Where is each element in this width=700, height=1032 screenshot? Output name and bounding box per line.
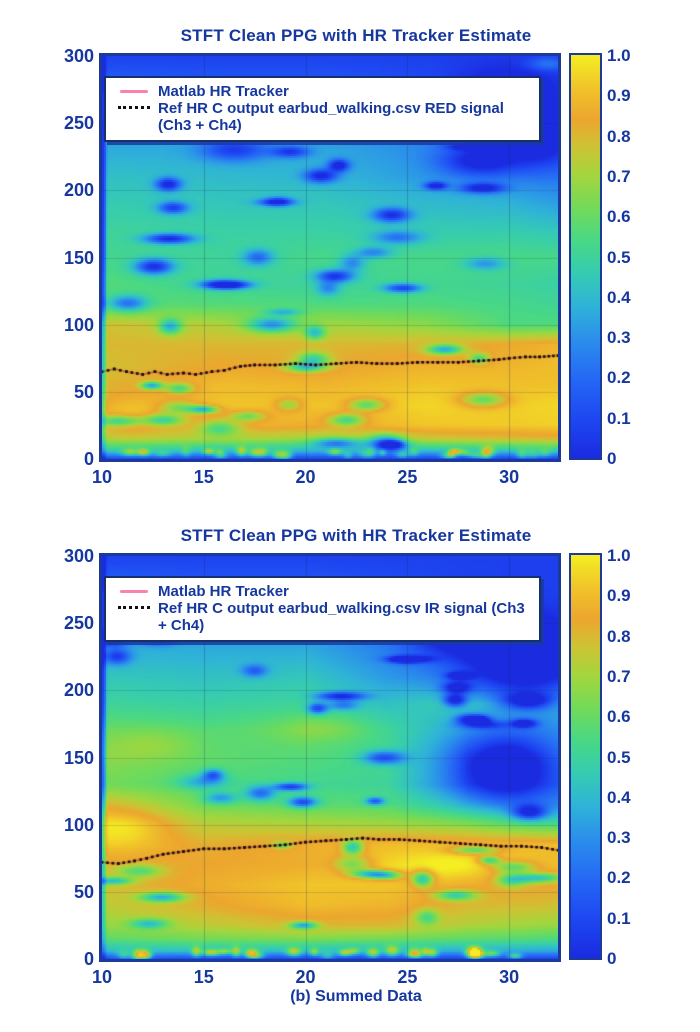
figure-caption: (b) Summed Data [290,988,422,1005]
colorbar-tick-label: 0.9 [607,86,631,106]
y-axis-tick-label: 100 [63,814,94,835]
legend-row [114,600,531,634]
colorbar [569,53,602,460]
colorbar-tick-label: 0.1 [607,408,631,428]
colorbar-tick-label: 0 [607,449,617,468]
y-axis-tick-label: 0 [83,949,94,969]
y-axis-tick-label: 300 [63,546,94,566]
colorbar-tick-label: 0.4 [607,287,631,307]
colorbar-tick-label: 0.5 [607,747,631,767]
y-axis-tick-label: 100 [63,314,94,335]
legend-label-ref-hr: Ref HR C output earbud_walking.csv IR signal (Ch3 + Ch4) [158,600,525,634]
colorbar-tick-label: 0.7 [607,666,631,686]
colorbar-tick-label: 0.3 [607,328,631,348]
figure-red-signal [0,0,700,500]
colorbar-tick-label: 0.2 [607,868,631,888]
colorbar-tick-label: 0.1 [607,908,631,928]
y-axis-tick-label: 0 [83,449,94,469]
y-axis-tick-label: 200 [63,680,94,701]
x-axis-tick-label: 25 [397,467,418,487]
legend-label-matlab-tracker: Matlab HR Tracker [158,83,289,100]
x-axis-tick-label: 15 [193,467,214,487]
colorbar-tick-label: 0.6 [607,707,631,727]
x-axis-tick-label: 10 [91,967,113,987]
y-axis-tick-label: 50 [73,881,94,902]
legend-swatch-cell [114,100,158,117]
colorbar-tick-label: 0.5 [607,247,631,267]
colorbar-tick-label: 0.2 [607,368,631,388]
x-axis-tick-label: 25 [397,967,418,987]
colorbar-tick-label: 0.3 [607,828,631,848]
colorbar-tick-label: 1.0 [607,46,631,65]
dotted-line-swatch-icon [118,106,150,109]
colorbar [569,553,602,960]
x-axis-tick-label: 20 [295,967,316,987]
x-axis-tick-label: 20 [295,467,316,487]
legend-swatch-cell [114,600,158,617]
colorbar-tick-label: 0.9 [607,586,631,606]
dotted-line-swatch-icon [118,606,150,609]
x-axis-tick-label: 30 [499,467,520,487]
legend-row [114,100,531,134]
y-axis-tick-label: 50 [73,381,94,402]
y-axis-tick-label: 300 [63,46,94,66]
colorbar-tick-label: 0.8 [607,626,631,646]
colorbar-tick-label: 0.7 [607,166,631,186]
legend-row [114,583,531,600]
y-axis-tick-label: 150 [63,247,94,268]
legend-swatch-cell [114,83,158,100]
colorbar-tick-label: 1.0 [607,546,631,565]
y-axis-tick-label: 150 [63,747,94,768]
pink-line-swatch-icon [120,590,148,593]
y-axis-tick-label: 250 [63,113,94,134]
x-axis-tick-label: 10 [91,467,113,487]
x-axis-tick-label: 30 [499,967,520,987]
legend-row [114,83,531,100]
chart-title: STFT Clean PPG with HR Tracker Estimate [180,526,532,545]
colorbar-tick-label: 0.6 [607,207,631,227]
pink-line-swatch-icon [120,90,148,93]
x-axis-tick-label: 15 [193,967,214,987]
legend-label-ref-hr: Ref HR C output earbud_walking.csv RED signal (Ch3 + Ch4) [158,100,504,134]
colorbar-tick-label: 0.8 [607,126,631,146]
chart-title: STFT Clean PPG with HR Tracker Estimate [180,26,532,45]
legend-swatch-cell [114,583,158,600]
y-axis-tick-label: 200 [63,180,94,201]
legend-box [104,76,541,142]
legend-label-matlab-tracker: Matlab HR Tracker [158,583,289,600]
colorbar-tick-label: 0.4 [607,787,631,807]
legend-box [104,576,541,642]
y-axis-tick-label: 250 [63,613,94,634]
figure-ir-signal [0,500,700,1032]
colorbar-tick-label: 0 [607,949,617,968]
